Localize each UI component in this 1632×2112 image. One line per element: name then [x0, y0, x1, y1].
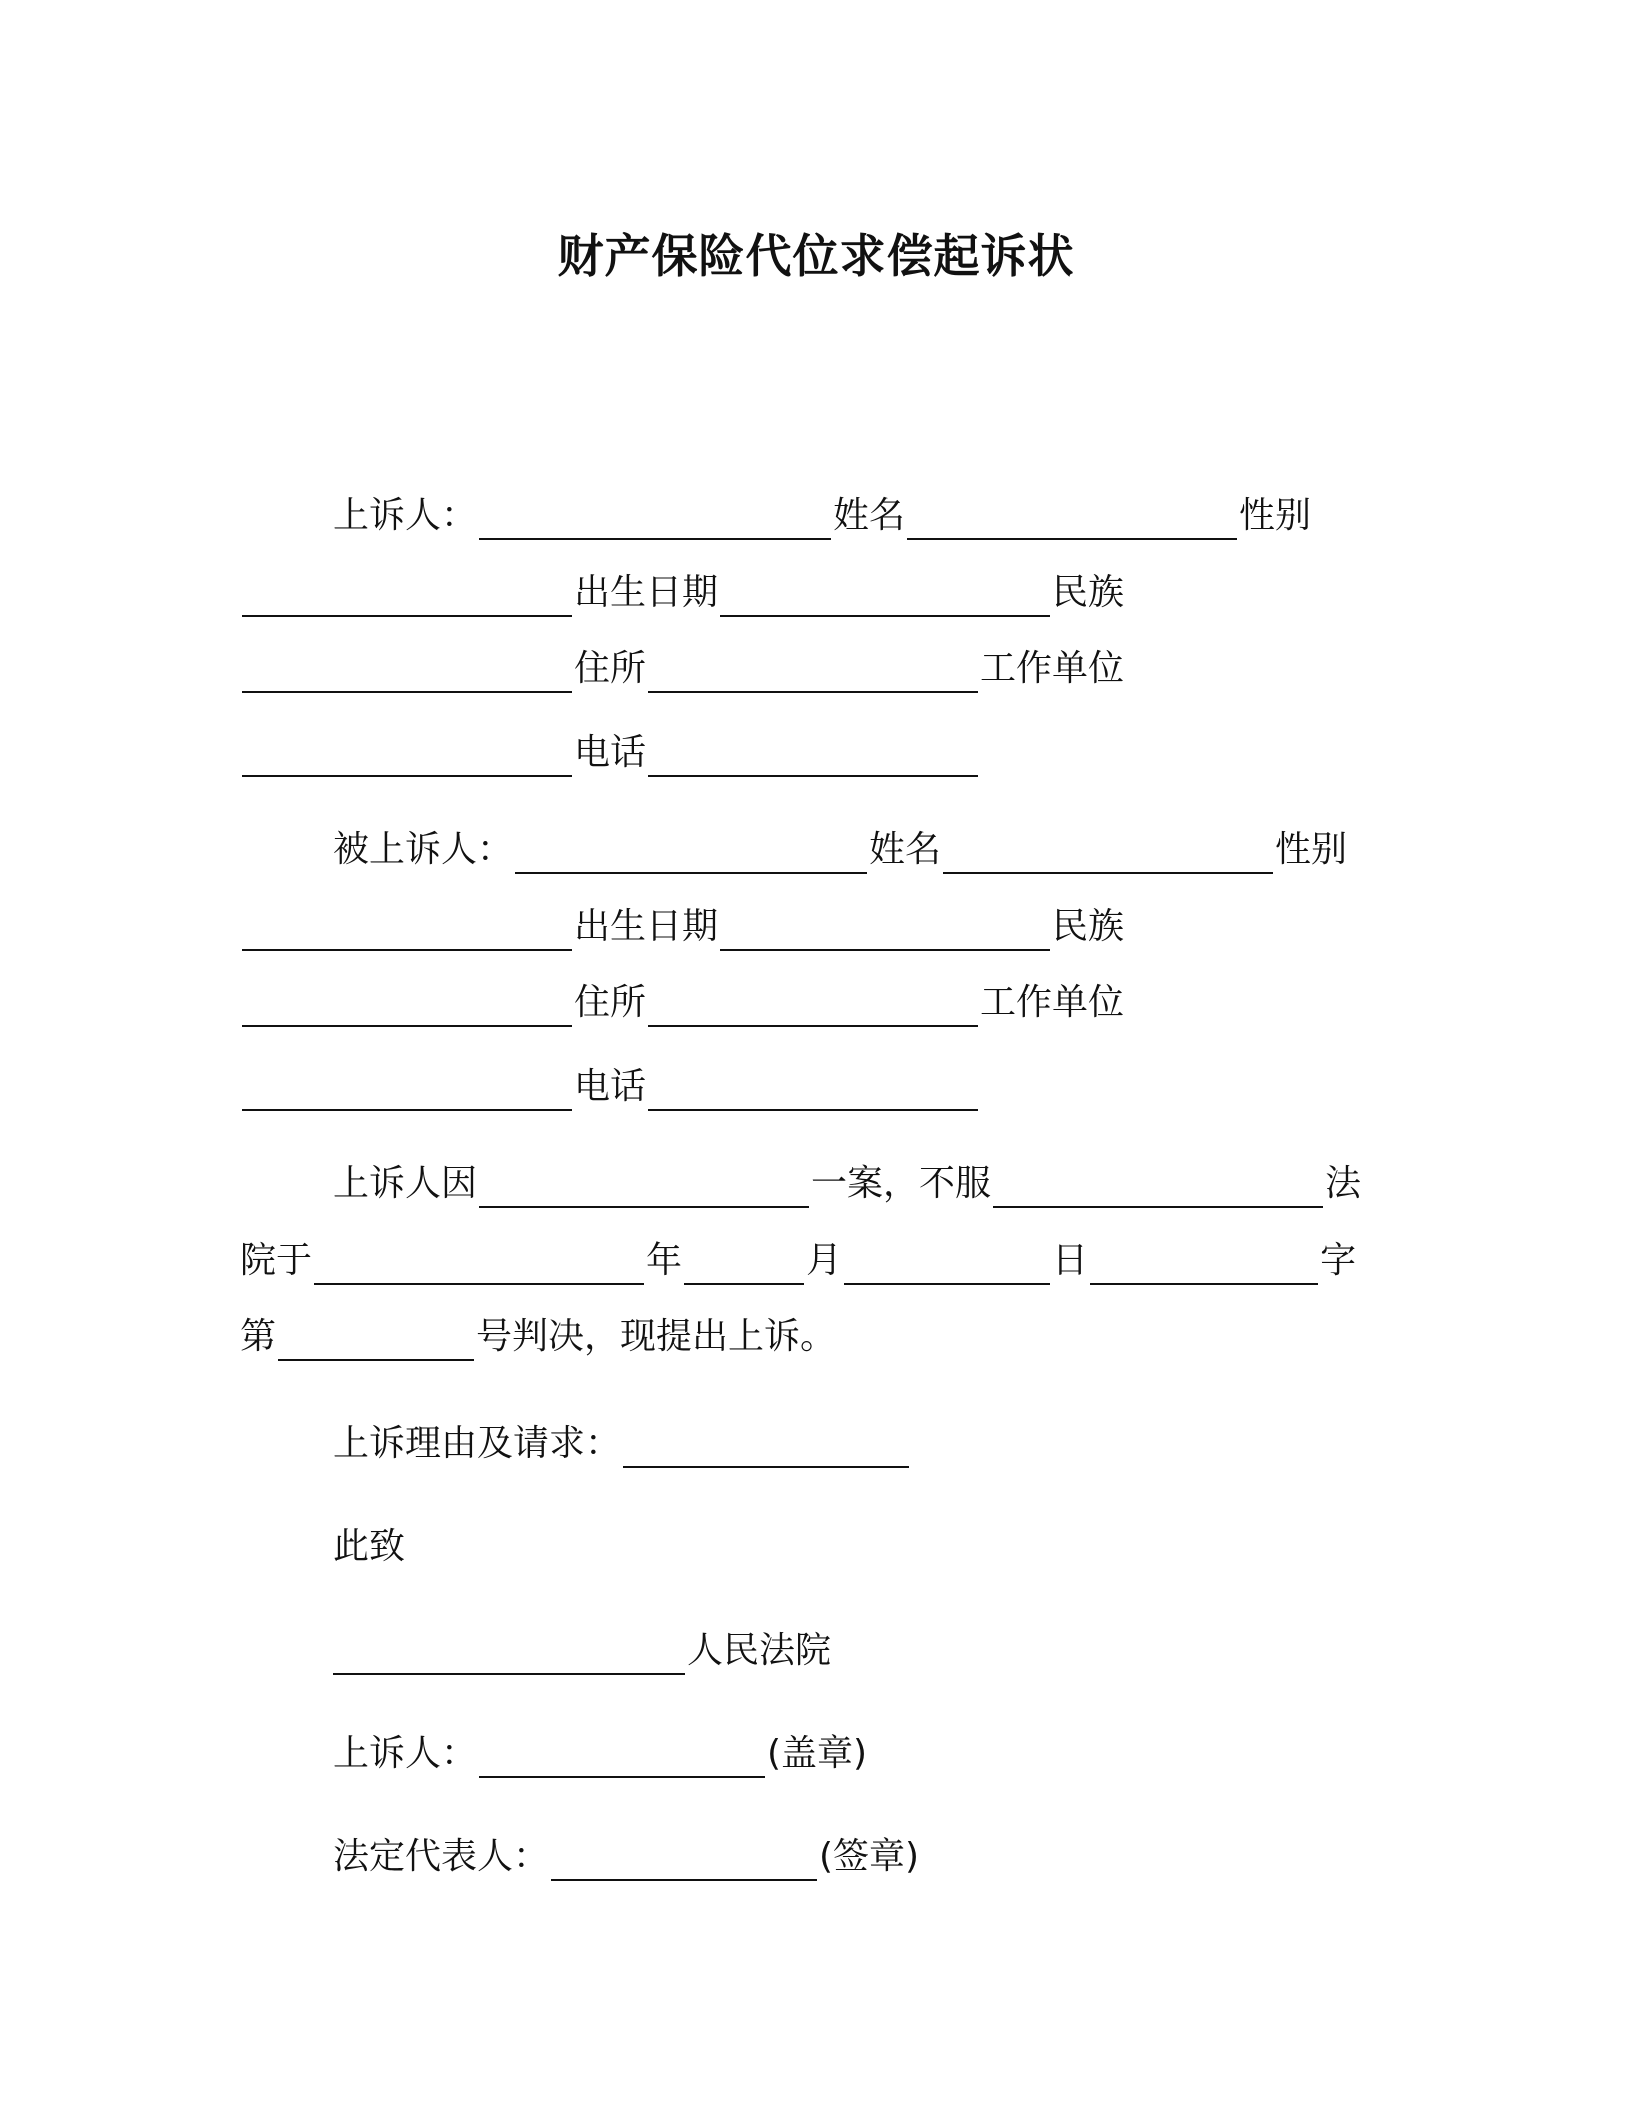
salutation-line — [333, 1523, 405, 1571]
appellee-phone-blank[interactable] — [648, 1069, 978, 1111]
appellant-ethnicity-label: 民族 — [1052, 572, 1125, 613]
statement-line-2 — [240, 1237, 1356, 1285]
statement-text-1: 上诉人因 — [333, 1163, 478, 1204]
judgment-number-blank[interactable] — [278, 1319, 474, 1361]
zi-label: 字 — [1320, 1240, 1357, 1281]
month-label: 月 — [806, 1240, 843, 1281]
day-label: 日 — [1052, 1240, 1089, 1281]
appellant-line-1 — [333, 492, 1311, 540]
appellant-phone-label: 电话 — [574, 732, 647, 773]
legal-rep-label: 法定代表人： — [333, 1836, 550, 1877]
court-blank[interactable] — [333, 1633, 685, 1675]
reasons-label: 上诉理由及请求： — [333, 1423, 622, 1464]
appellant-ethnicity-blank[interactable] — [242, 651, 572, 693]
appellant-label: 上诉人： — [333, 495, 478, 536]
appellant-line-4 — [240, 729, 980, 777]
statement-text-2: 一案，不服 — [811, 1163, 992, 1204]
month-blank[interactable] — [684, 1243, 804, 1285]
statement-text-3: 法 — [1325, 1163, 1362, 1204]
appellee-ethnicity-label: 民族 — [1052, 906, 1125, 947]
statement-line-3 — [240, 1313, 836, 1361]
court-name-blank[interactable] — [993, 1166, 1323, 1208]
appellee-gender-label: 性别 — [1275, 829, 1348, 870]
appellee-label: 被上诉人： — [333, 829, 514, 870]
year-label: 年 — [646, 1240, 683, 1281]
appellant-work-label: 工作单位 — [980, 648, 1125, 689]
seal-label: (盖章) — [767, 1733, 868, 1774]
appellee-blank[interactable] — [515, 832, 867, 874]
legal-rep-line — [333, 1833, 919, 1881]
appellant-line-3 — [240, 645, 1124, 693]
document-title: 财产保险代位求偿起诉状 — [557, 229, 1075, 283]
appellant-work-blank[interactable] — [242, 735, 572, 777]
appellee-line-1 — [333, 826, 1347, 874]
statement-text-4: 院于 — [240, 1240, 313, 1281]
court-line — [333, 1627, 831, 1675]
di-label: 第 — [240, 1316, 277, 1357]
sign-label: (签章) — [819, 1836, 920, 1877]
signature-appellant-blank[interactable] — [479, 1736, 765, 1778]
statement-text-5: 号判决，现提出上诉。 — [476, 1316, 837, 1357]
appellee-name-blank[interactable] — [943, 832, 1273, 874]
appellee-name-label: 姓名 — [869, 829, 942, 870]
day-blank[interactable] — [844, 1243, 1050, 1285]
appellant-phone-blank[interactable] — [648, 735, 978, 777]
reasons-line — [333, 1420, 911, 1468]
year-blank[interactable] — [314, 1243, 644, 1285]
signature-appellant-line — [333, 1730, 867, 1778]
statement-line-1 — [333, 1160, 1361, 1208]
court-suffix: 人民法院 — [687, 1630, 832, 1671]
appellee-residence-blank[interactable] — [648, 985, 978, 1027]
appellee-line-3 — [240, 979, 1124, 1027]
appellee-line-2 — [240, 903, 1124, 951]
appellant-gender-label: 性别 — [1239, 495, 1312, 536]
appellant-birth-label: 出生日期 — [574, 572, 719, 613]
signature-appellant-label: 上诉人： — [333, 1733, 478, 1774]
salutation: 此致 — [333, 1526, 406, 1567]
appellant-birth-blank[interactable] — [720, 575, 1050, 617]
appellant-line-2 — [240, 569, 1124, 617]
appellee-birth-blank[interactable] — [720, 909, 1050, 951]
appellant-name-label: 姓名 — [833, 495, 906, 536]
appellant-name-blank[interactable] — [907, 498, 1237, 540]
appellee-ethnicity-blank[interactable] — [242, 985, 572, 1027]
appellee-line-4 — [240, 1063, 980, 1111]
legal-rep-blank[interactable] — [551, 1839, 817, 1881]
appellee-phone-label: 电话 — [574, 1066, 647, 1107]
appellee-gender-blank[interactable] — [242, 909, 572, 951]
appellee-work-blank[interactable] — [242, 1069, 572, 1111]
appellee-residence-label: 住所 — [574, 982, 647, 1023]
appellant-blank[interactable] — [479, 498, 831, 540]
appellant-residence-label: 住所 — [574, 648, 647, 689]
case-name-blank[interactable] — [479, 1166, 809, 1208]
appellant-residence-blank[interactable] — [648, 651, 978, 693]
appellee-birth-label: 出生日期 — [574, 906, 719, 947]
appellee-work-label: 工作单位 — [980, 982, 1125, 1023]
zi-blank[interactable] — [1090, 1243, 1318, 1285]
appellant-gender-blank[interactable] — [242, 575, 572, 617]
reasons-blank[interactable] — [623, 1426, 909, 1468]
